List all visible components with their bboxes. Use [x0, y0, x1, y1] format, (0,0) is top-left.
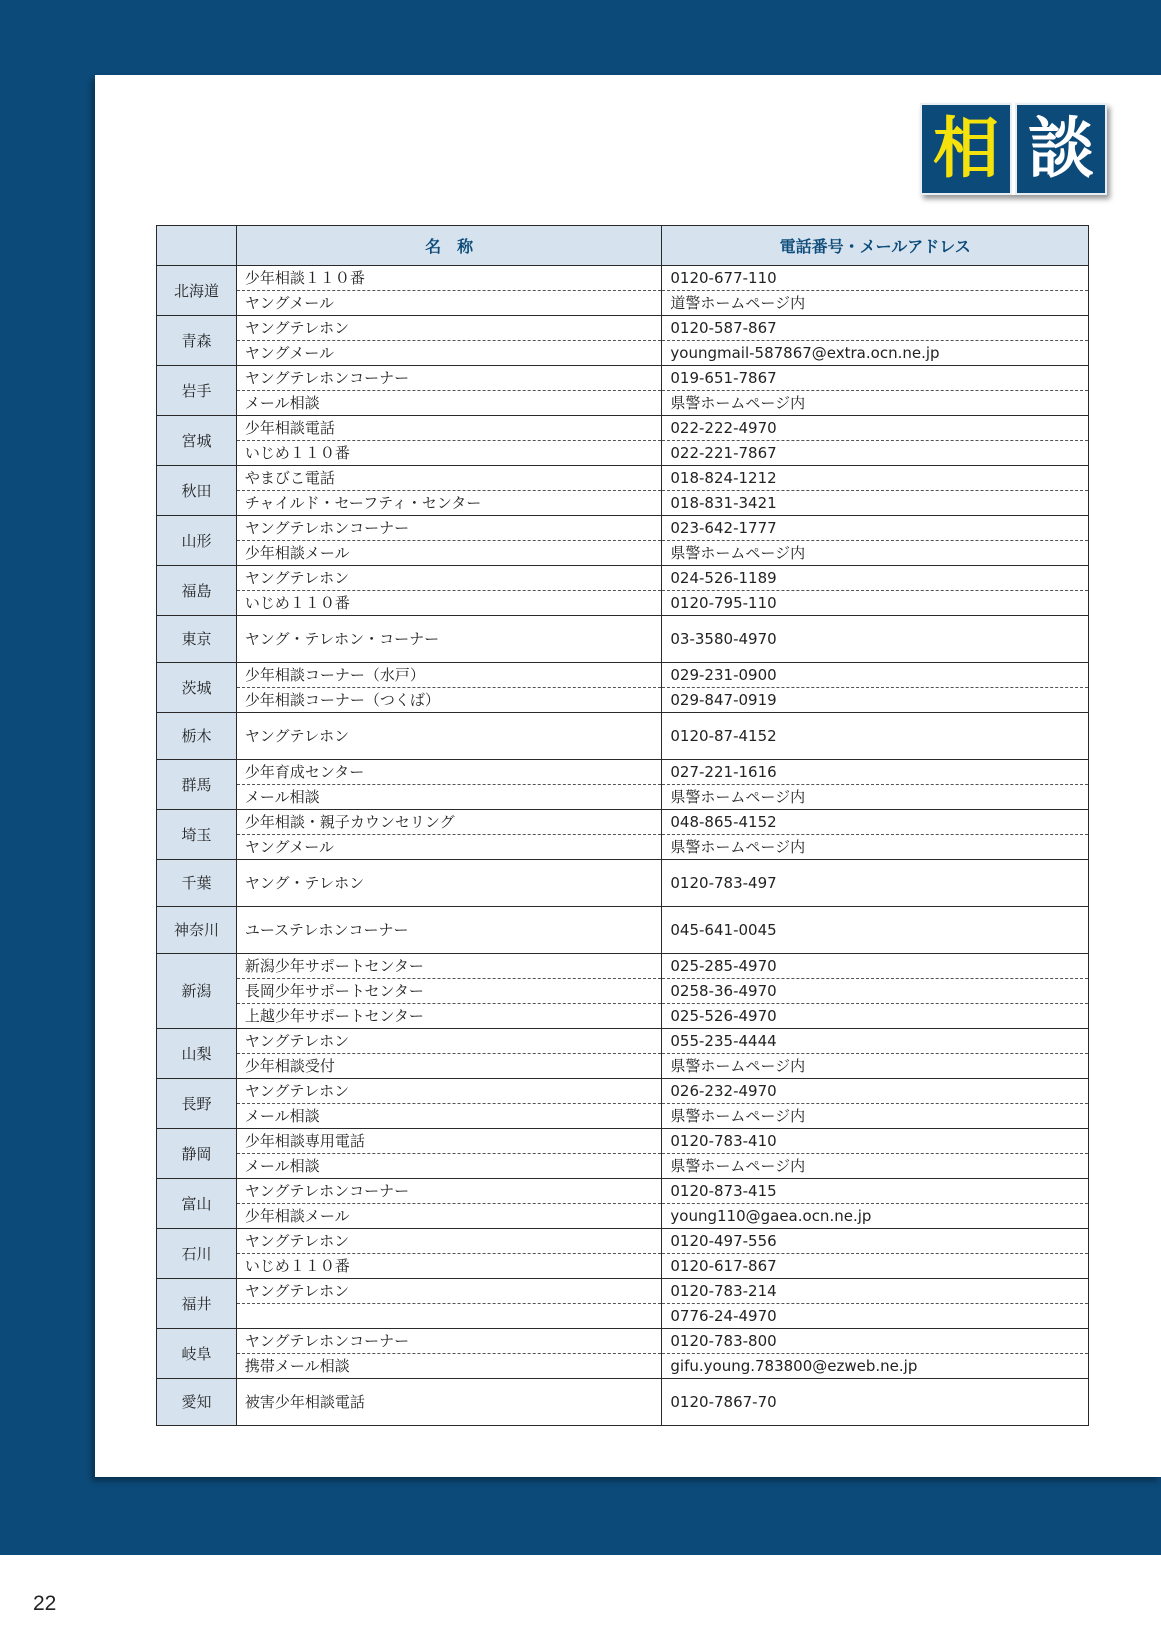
contact-cell: 0120-783-410	[662, 1129, 1089, 1154]
table-row	[157, 1254, 1089, 1279]
contact-cell: 018-831-3421	[662, 491, 1089, 516]
table-header-row	[157, 226, 1089, 266]
table-row	[157, 760, 1089, 785]
table-row	[157, 907, 1089, 954]
page-title	[920, 103, 1107, 195]
service-name-cell: 長岡少年サポートセンター	[236, 979, 662, 1004]
prefecture-cell: 愛知	[157, 1379, 237, 1426]
service-name-cell: ヤング・テレホン	[236, 860, 662, 907]
service-name-cell: ヤングテレホンコーナー	[236, 1179, 662, 1204]
contact-cell: 045-641-0045	[662, 907, 1089, 954]
prefecture-cell: 茨城	[157, 663, 237, 713]
service-name-cell: 少年相談専用電話	[236, 1129, 662, 1154]
prefecture-cell: 群馬	[157, 760, 237, 810]
contact-cell: 道警ホームページ内	[662, 291, 1089, 316]
service-name-cell: いじめ１１０番	[236, 1254, 662, 1279]
service-name-cell: ヤングメール	[236, 291, 662, 316]
table-row	[157, 979, 1089, 1004]
table-row	[157, 1079, 1089, 1104]
prefecture-cell: 岐阜	[157, 1329, 237, 1379]
service-name-cell: いじめ１１０番	[236, 441, 662, 466]
contact-cell: 055-235-4444	[662, 1029, 1089, 1054]
contact-cell: 0120-677-110	[662, 266, 1089, 291]
table-row	[157, 713, 1089, 760]
prefecture-cell: 山形	[157, 516, 237, 566]
contact-cell: 022-221-7867	[662, 441, 1089, 466]
table-row	[157, 1304, 1089, 1329]
service-name-cell: やまびこ電話	[236, 466, 662, 491]
contact-cell: 0120-617-867	[662, 1254, 1089, 1279]
table-row	[157, 810, 1089, 835]
title-char-2: 談	[1015, 103, 1107, 195]
contact-cell: 県警ホームページ内	[662, 1054, 1089, 1079]
service-name-cell: 少年相談受付	[236, 1054, 662, 1079]
table-row	[157, 416, 1089, 441]
prefecture-cell: 福井	[157, 1279, 237, 1329]
contact-cell: 0776-24-4970	[662, 1304, 1089, 1329]
header-prefecture	[157, 226, 237, 266]
contact-cell: 024-526-1189	[662, 566, 1089, 591]
table-row	[157, 688, 1089, 713]
contact-cell: 0120-873-415	[662, 1179, 1089, 1204]
prefecture-cell: 山梨	[157, 1029, 237, 1079]
table-row	[157, 1004, 1089, 1029]
prefecture-cell: 秋田	[157, 466, 237, 516]
table-row	[157, 1229, 1089, 1254]
contact-cell: 県警ホームページ内	[662, 835, 1089, 860]
prefecture-cell: 静岡	[157, 1129, 237, 1179]
contact-cell: youngmail-587867@extra.ocn.ne.jp	[662, 341, 1089, 366]
contact-cell: 025-285-4970	[662, 954, 1089, 979]
table-row	[157, 1204, 1089, 1229]
contact-cell: 県警ホームページ内	[662, 785, 1089, 810]
service-name-cell: ヤングテレホンコーナー	[236, 516, 662, 541]
service-name-cell: 少年相談・親子カウンセリング	[236, 810, 662, 835]
contact-cell: 025-526-4970	[662, 1004, 1089, 1029]
service-name-cell: チャイルド・セーフティ・センター	[236, 491, 662, 516]
table-row	[157, 316, 1089, 341]
table-row	[157, 541, 1089, 566]
contact-cell: 022-222-4970	[662, 416, 1089, 441]
header-name: 名 称	[236, 226, 662, 266]
contact-cell: 0120-795-110	[662, 591, 1089, 616]
service-name-cell: 上越少年サポートセンター	[236, 1004, 662, 1029]
table-row	[157, 835, 1089, 860]
table-row	[157, 1179, 1089, 1204]
prefecture-cell: 北海道	[157, 266, 237, 316]
prefecture-cell: 富山	[157, 1179, 237, 1229]
table-row	[157, 291, 1089, 316]
table-row	[157, 466, 1089, 491]
service-name-cell: 少年育成センター	[236, 760, 662, 785]
table-row	[157, 1329, 1089, 1354]
service-name-cell: ヤングメール	[236, 835, 662, 860]
prefecture-cell: 福島	[157, 566, 237, 616]
service-name-cell: 少年相談１１０番	[236, 266, 662, 291]
table-row	[157, 1379, 1089, 1426]
service-name-cell: ヤングテレホン	[236, 316, 662, 341]
contact-cell: 029-847-0919	[662, 688, 1089, 713]
service-name-cell: 少年相談メール	[236, 541, 662, 566]
service-name-cell: ヤングテレホン	[236, 713, 662, 760]
prefecture-cell: 青森	[157, 316, 237, 366]
service-name-cell: 少年相談コーナー（つくば）	[236, 688, 662, 713]
contact-cell: 048-865-4152	[662, 810, 1089, 835]
contact-cell: 0120-783-800	[662, 1329, 1089, 1354]
table-row	[157, 1029, 1089, 1054]
service-name-cell: ヤング・テレホン・コーナー	[236, 616, 662, 663]
service-name-cell: メール相談	[236, 785, 662, 810]
contact-cell: 0120-7867-70	[662, 1379, 1089, 1426]
table-row	[157, 616, 1089, 663]
table-row	[157, 1104, 1089, 1129]
page-number: 22	[33, 1592, 57, 1615]
service-name-cell: ヤングテレホン	[236, 566, 662, 591]
contact-cell: 019-651-7867	[662, 366, 1089, 391]
table-row	[157, 1054, 1089, 1079]
table-row	[157, 1354, 1089, 1379]
table-row	[157, 1154, 1089, 1179]
contact-cell: 0120-497-556	[662, 1229, 1089, 1254]
service-name-cell: 被害少年相談電話	[236, 1379, 662, 1426]
table-row	[157, 954, 1089, 979]
table-row	[157, 391, 1089, 416]
contact-cell: 018-824-1212	[662, 466, 1089, 491]
prefecture-cell: 石川	[157, 1229, 237, 1279]
contact-cell: 0120-87-4152	[662, 713, 1089, 760]
service-name-cell: ヤングテレホン	[236, 1279, 662, 1304]
service-name-cell: ヤングテレホンコーナー	[236, 366, 662, 391]
table-body	[157, 266, 1089, 1426]
contact-table	[156, 225, 1089, 1426]
service-name-cell: メール相談	[236, 391, 662, 416]
title-char-1: 相	[920, 103, 1012, 195]
prefecture-cell: 東京	[157, 616, 237, 663]
service-name-cell: 少年相談メール	[236, 1204, 662, 1229]
table-row	[157, 566, 1089, 591]
prefecture-cell: 岩手	[157, 366, 237, 416]
contact-cell: 県警ホームページ内	[662, 391, 1089, 416]
service-name-cell: 少年相談電話	[236, 416, 662, 441]
service-name-cell: 少年相談コーナー（水戸）	[236, 663, 662, 688]
contact-cell: young110@gaea.ocn.ne.jp	[662, 1204, 1089, 1229]
service-name-cell: ヤングテレホンコーナー	[236, 1329, 662, 1354]
contact-cell: 0258-36-4970	[662, 979, 1089, 1004]
table-row	[157, 516, 1089, 541]
contact-cell: 0120-783-497	[662, 860, 1089, 907]
table-row	[157, 441, 1089, 466]
table-row	[157, 785, 1089, 810]
contact-cell: 県警ホームページ内	[662, 1104, 1089, 1129]
service-name-cell: ヤングメール	[236, 341, 662, 366]
prefecture-cell: 宮城	[157, 416, 237, 466]
service-name-cell: ユーステレホンコーナー	[236, 907, 662, 954]
service-name-cell: 新潟少年サポートセンター	[236, 954, 662, 979]
table-row	[157, 1129, 1089, 1154]
contact-cell: 県警ホームページ内	[662, 541, 1089, 566]
service-name-cell: ヤングテレホン	[236, 1029, 662, 1054]
contact-cell: 023-642-1777	[662, 516, 1089, 541]
contact-cell: 0120-587-867	[662, 316, 1089, 341]
prefecture-cell: 長野	[157, 1079, 237, 1129]
table-row	[157, 860, 1089, 907]
contact-cell: gifu.young.783800@ezweb.ne.jp	[662, 1354, 1089, 1379]
service-name-cell: 携帯メール相談	[236, 1354, 662, 1379]
table-row	[157, 341, 1089, 366]
service-name-cell: いじめ１１０番	[236, 591, 662, 616]
header-contact: 電話番号・メールアドレス	[662, 226, 1089, 266]
contact-cell: 026-232-4970	[662, 1079, 1089, 1104]
prefecture-cell: 千葉	[157, 860, 237, 907]
service-name-cell: メール相談	[236, 1104, 662, 1129]
service-name-cell: ヤングテレホン	[236, 1079, 662, 1104]
contact-cell: 029-231-0900	[662, 663, 1089, 688]
table-row	[157, 591, 1089, 616]
service-name-cell: ヤングテレホン	[236, 1229, 662, 1254]
contact-cell: 0120-783-214	[662, 1279, 1089, 1304]
table-row	[157, 366, 1089, 391]
table-row	[157, 1279, 1089, 1304]
service-name-cell	[236, 1304, 662, 1329]
contact-cell: 027-221-1616	[662, 760, 1089, 785]
table-row	[157, 491, 1089, 516]
contact-cell: 03-3580-4970	[662, 616, 1089, 663]
table-row	[157, 266, 1089, 291]
service-name-cell: メール相談	[236, 1154, 662, 1179]
prefecture-cell: 栃木	[157, 713, 237, 760]
prefecture-cell: 埼玉	[157, 810, 237, 860]
prefecture-cell: 神奈川	[157, 907, 237, 954]
prefecture-cell: 新潟	[157, 954, 237, 1029]
table-row	[157, 663, 1089, 688]
contact-cell: 県警ホームページ内	[662, 1154, 1089, 1179]
